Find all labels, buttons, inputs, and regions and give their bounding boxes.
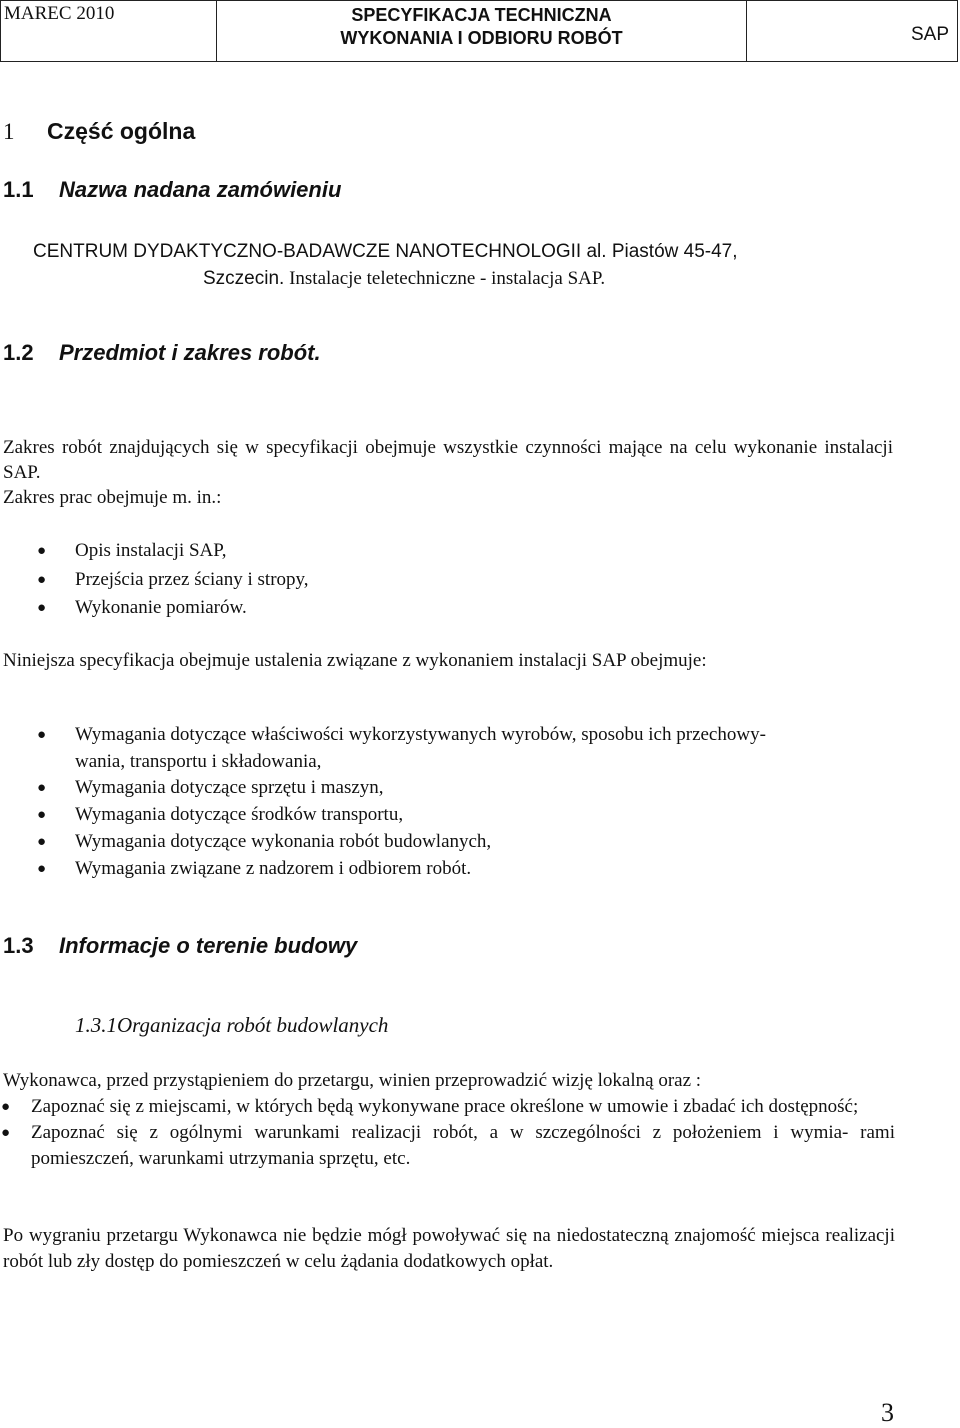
section-1-title: Część ogólna xyxy=(47,118,196,144)
list-item: ● Wymagania dotyczące sprzętu i maszyn, xyxy=(75,775,766,802)
list-item-continuation: wania, transportu i składowania, xyxy=(75,750,322,772)
list-item: ● Przejścia przez ściany i stropy, xyxy=(75,566,309,595)
header-title xyxy=(217,1,747,61)
section-1-1-title: Nazwa nadana zamówieniu xyxy=(59,177,342,202)
section-1-1-heading xyxy=(3,177,341,203)
bullet-icon: ● xyxy=(37,780,47,797)
subsection-1-3-1-title: Organizacja robót budowlanych xyxy=(117,1013,389,1037)
bullet-icon: ● xyxy=(37,600,47,616)
header-date: MAREC 2010 xyxy=(1,1,217,61)
spec-intro-paragraph: Niniejsza specyfikacja obejmuje ustalenia związane z wykonaniem instalacji SAP obejmuje: xyxy=(3,650,707,671)
section-1-number: 1 xyxy=(3,119,15,144)
section-1-3-heading xyxy=(3,933,357,959)
list-item: ● Wymagania dotyczące środków transportu, xyxy=(75,802,766,829)
order-name-scope: Instalacje teletechniczne - instalacja SAP. xyxy=(284,268,606,289)
order-name-city: Szczecin. xyxy=(203,268,285,289)
header-code: SAP xyxy=(910,24,949,45)
scope-list xyxy=(37,537,309,623)
section-1-1-number: 1.1 xyxy=(3,177,34,202)
bullet-icon: ● xyxy=(37,807,47,824)
page-header xyxy=(0,0,958,62)
order-name-line1: CENTRUM DYDAKTYCZNO-BADAWCZE NANOTECHNOLOGII al. Piastów 45-47, xyxy=(33,241,738,262)
scope-label: Zakres prac obejmuje m. in.: xyxy=(3,487,222,508)
header-title-line2: WYKONANIA I ODBIORU ROBÓT xyxy=(340,28,623,48)
order-name-line2 xyxy=(203,268,605,290)
contractor-intro: Wykonawca, przed przystąpieniem do przetargu, winien przeprowadzić wizję lokalną oraz : xyxy=(3,1070,702,1091)
header-title-line1: SPECYFIKACJA TECHNICZNA xyxy=(351,5,612,25)
page-number: 3 xyxy=(881,1398,894,1427)
section-1-2-heading xyxy=(3,340,321,366)
contractor-list xyxy=(1,1094,895,1172)
list-item: ● Zapoznać się z miejscami, w których będą wykonywane prace określone w umowie i zbadać ich dostępność; xyxy=(31,1094,895,1120)
subsection-1-3-1-number: 1.3.1 xyxy=(75,1013,117,1037)
list-item: ● Zapoznać się z ogólnymi warunkami realizacji robót, a w szczególności z położeniem i wymia- rami pomieszczeń, warunkami utrzymania sprzętu, etc. xyxy=(1,1122,895,1169)
list-item: ● Opis instalacji SAP, xyxy=(75,537,309,566)
subsection-1-3-1-heading xyxy=(75,1013,388,1038)
list-item: ● Wymagania dotyczące wykonania robót budowlanych, xyxy=(75,829,766,856)
bullet-icon: ● xyxy=(37,833,47,850)
closing-paragraph: Po wygraniu przetargu Wykonawca nie będzie mógł powoływać się na niedostateczną znajomość miejsca realizacji robót lub zły dostęp do pomieszczeń w celu żądania dodatkowych opłat. xyxy=(3,1225,895,1272)
section-1-3-number: 1.3 xyxy=(3,933,34,958)
section-1-2-number: 1.2 xyxy=(3,340,34,365)
bullet-icon: ● xyxy=(1,1099,11,1115)
list-item: ● Wykonanie pomiarów. xyxy=(75,594,309,623)
bullet-icon: ● xyxy=(37,727,47,743)
bullet-icon: ● xyxy=(37,571,47,588)
bullet-icon: ● xyxy=(1,1125,11,1141)
list-item: ● Wymagania związane z nadzorem i odbiorem robót. xyxy=(75,856,766,883)
scope-intro-paragraph: Zakres robót znajdujących się w specyfikacji obejmuje wszystkie czynności mające na celu wykonanie instalacji SAP. xyxy=(3,437,893,483)
bullet-icon: ● xyxy=(37,860,47,877)
list-item: ● Wymagania dotyczące właściwości wykorzystywanych wyrobów, sposobu ich przechowy- xyxy=(75,722,766,749)
requirements-list xyxy=(37,722,766,882)
bullet-icon: ● xyxy=(37,543,47,559)
section-1-heading xyxy=(3,118,195,145)
section-1-3-title: Informacje o terenie budowy xyxy=(59,933,358,958)
section-1-2-title: Przedmiot i zakres robót. xyxy=(59,340,321,365)
